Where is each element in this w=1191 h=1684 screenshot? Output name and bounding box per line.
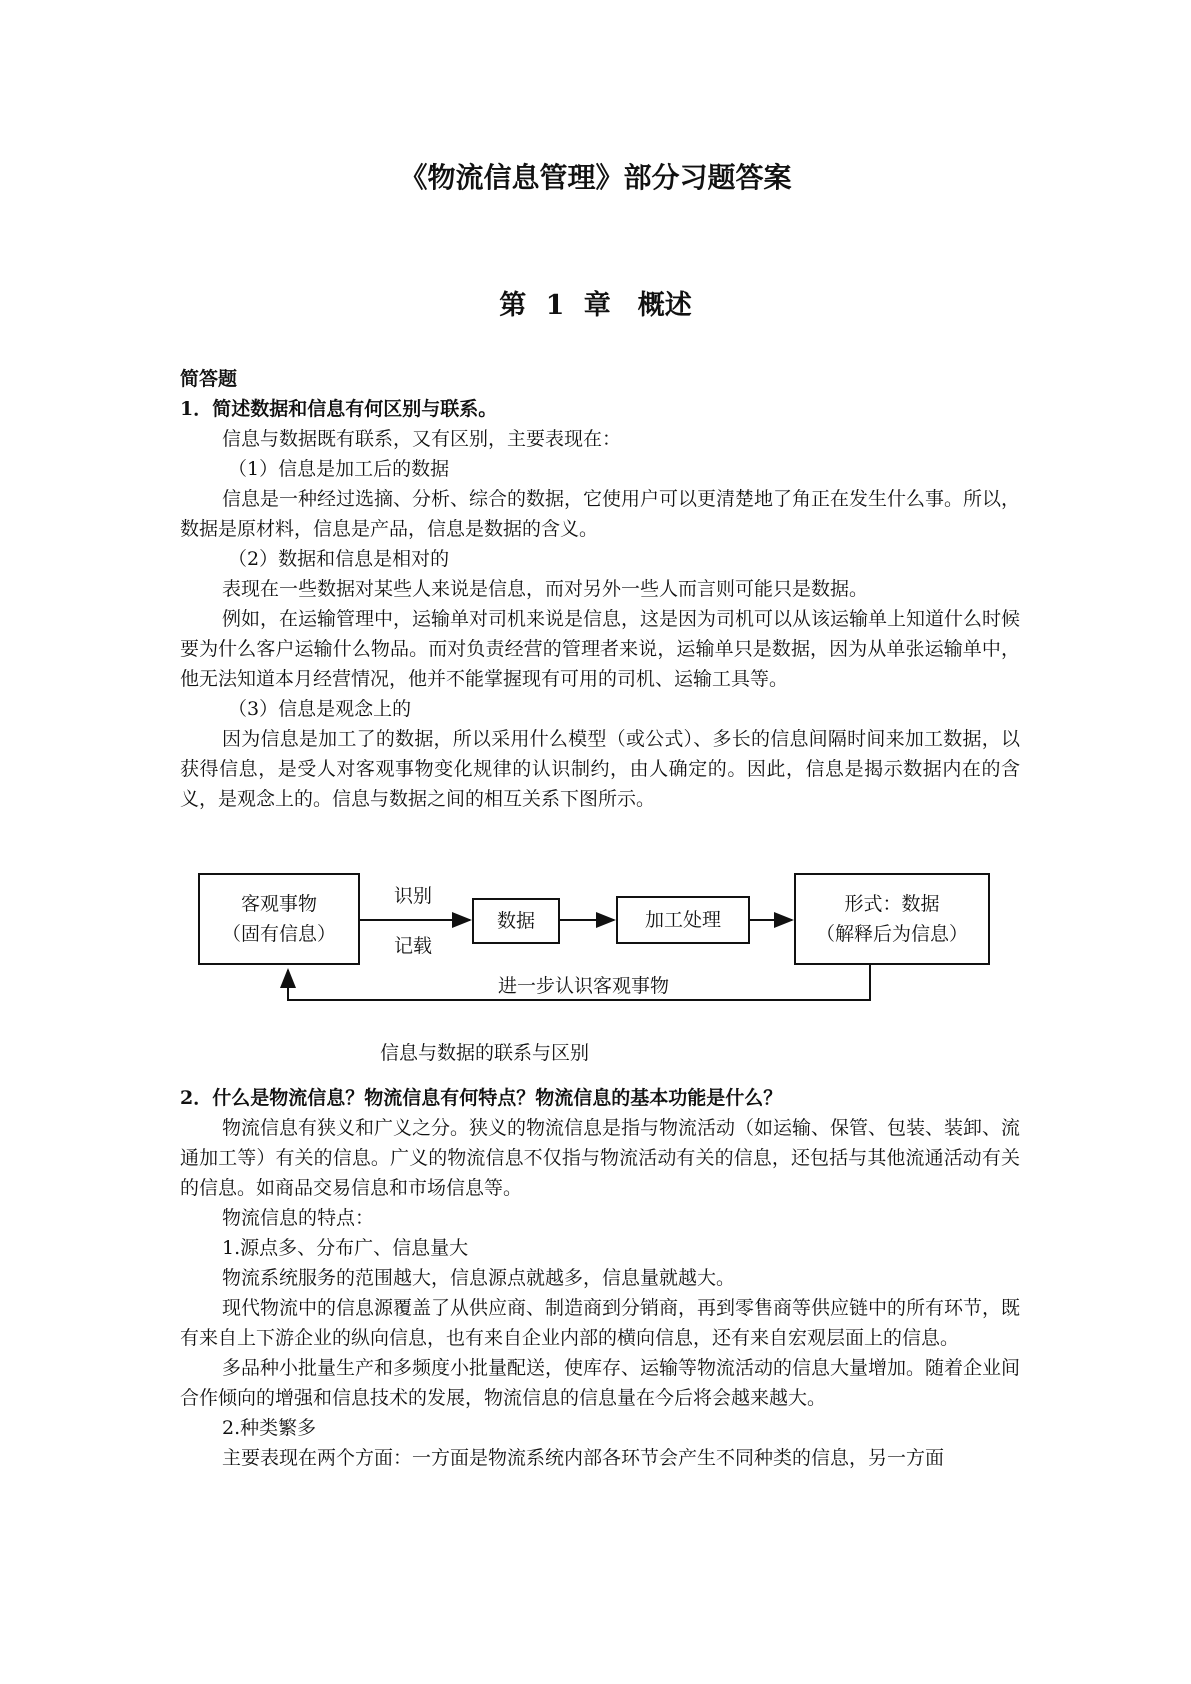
box-objective-things <box>198 873 360 965</box>
question-1-title: 1．简述数据和信息有何区别与联系。 <box>180 398 498 420</box>
box-processing: 加工处理 <box>616 896 750 944</box>
box-data: 数据 <box>472 898 560 944</box>
box-form-data-line2: （解释后为信息） <box>815 923 968 945</box>
feature-2-title: 2.种类繁多 <box>222 1417 317 1439</box>
section-label: 简答题 <box>180 368 238 390</box>
feature-1-text-1: 物流系统服务的范围越大，信息源点就越多，信息量就越大。 <box>222 1267 736 1289</box>
section-question-2 <box>180 1083 1020 1473</box>
section-short-answer <box>180 364 1020 814</box>
label-record: 记载 <box>394 935 433 957</box>
point-1-text: 信息是一种经过选摘、分析、综合的数据，它使用户可以更清楚地了角正在发生什么事。所以，数据是原材料，信息是产品，信息是数据的含义。 <box>180 488 1021 540</box>
feature-1-text-3: 多品种小批量生产和多频度小批量配送，使库存、运输等物流活动的信息大量增加。随着企业间合作倾向的增强和信息技术的发展，物流信息的信息量在今后将会越来越大。 <box>180 1357 1021 1409</box>
box-objective-things-line1: 客观事物 <box>240 893 317 915</box>
point-2-text-1: 表现在一些数据对某些人来说是信息，而对另外一些人而言则可能只是数据。 <box>222 578 869 600</box>
label-feedback: 进一步认识客观事物 <box>498 975 670 997</box>
point-2-text-2: 例如，在运输管理中，运输单对司机来说是信息，这是因为司机可以从该运输单上知道什么时候要为什么客户运输什么物品。而对负责经营的管理者来说，运输单只是数据，因为从单张运输单中，他无法知道本月经营情况，他并不能掌握现有可用的司机、运输工具等。 <box>180 608 1021 690</box>
point-2-title: （2）数据和信息是相对的 <box>228 548 450 570</box>
feature-1-title: 1.源点多、分布广、信息量大 <box>222 1237 469 1259</box>
box-objective-things-line2: （固有信息） <box>221 923 336 945</box>
label-identify: 识别 <box>394 885 433 907</box>
point-3-text: 因为信息是加工了的数据，所以采用什么模型（或公式）、多长的信息间隔时间来加工数据，以获得信息，是受人对客观事物变化规律的认识制约，由人确定的。因此，信息是揭示数据内在的含义，是观念上的。信息与数据之间的相互关系下图所示。 <box>180 728 1020 810</box>
features-title: 物流信息的特点： <box>222 1207 375 1229</box>
box-form-data-line1: 形式：数据 <box>844 893 940 915</box>
diagram-caption: 信息与数据的联系与区别 <box>380 1042 590 1064</box>
info-data-diagram <box>196 870 996 1020</box>
feature-2-text: 主要表现在两个方面：一方面是物流系统内部各环节会产生不同种类的信息，另一方面 <box>222 1447 945 1469</box>
document-title: 《物流信息管理》部分习题答案 <box>399 161 792 194</box>
question-2-para-1: 物流信息有狭义和广义之分。狭义的物流信息是指与物流活动（如运输、保管、包装、装卸、流通加工等）有关的信息。广义的物流信息不仅指与物流活动有关的信息，还包括与其他流通活动有关的信息。如商品交易信息和市场信息等。 <box>180 1117 1021 1199</box>
feature-1-text-2: 现代物流中的信息源覆盖了从供应商、制造商到分销商，再到零售商等供应链中的所有环节，既有来自上下游企业的纵向信息，也有来自企业内部的横向信息，还有来自宏观层面上的信息。 <box>180 1297 1021 1349</box>
box-form-data <box>794 873 990 965</box>
point-3-title: （3）信息是观念上的 <box>228 698 412 720</box>
question-1-intro: 信息与数据既有联系，又有区别，主要表现在： <box>222 428 622 450</box>
chapter-title: 第 1 章 概述 <box>499 290 692 321</box>
question-2-title: 2．什么是物流信息？物流信息有何特点？物流信息的基本功能是什么？ <box>180 1087 783 1109</box>
point-1-title: （1）信息是加工后的数据 <box>228 458 450 480</box>
